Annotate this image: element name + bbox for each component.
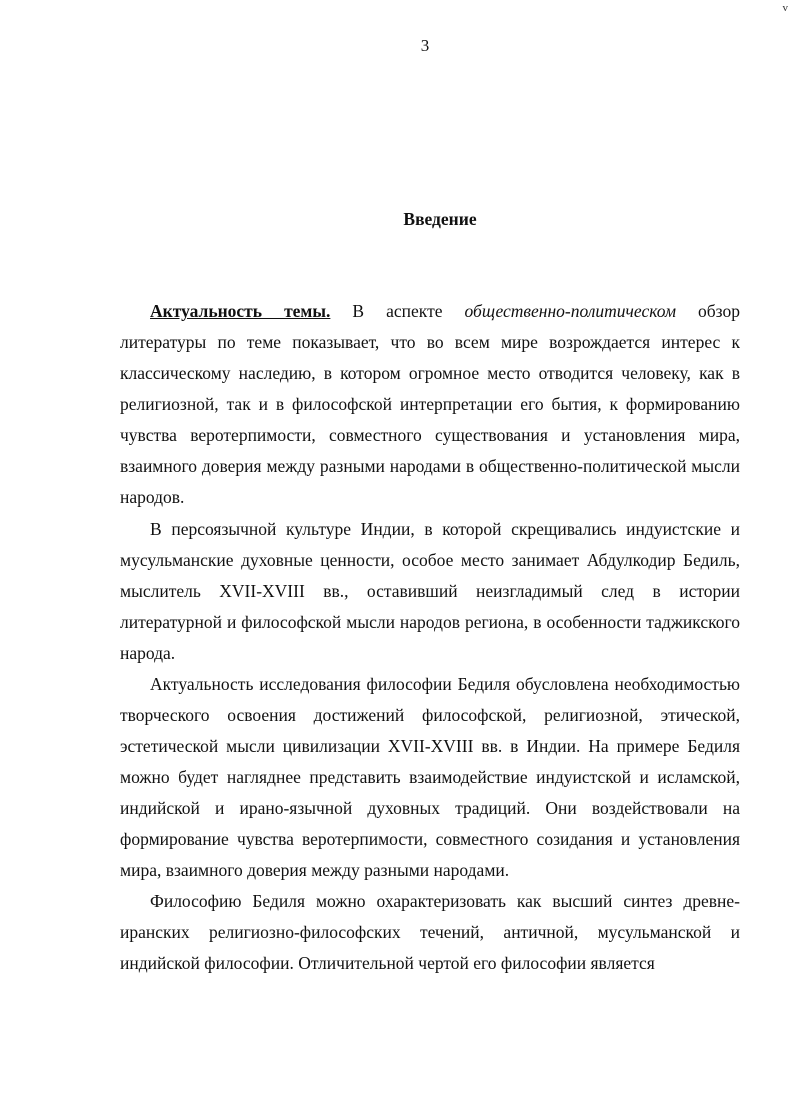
emphasis-text: общественно-политическом	[464, 301, 676, 321]
page-number: 3	[420, 36, 430, 55]
paragraph-text: обзор литературы по теме показывает, что во всем мире возрождается интерес к классическому наследию, в котором огромное место отводится человеку, как в религиозной, так и в философской интерпретации его бытия, к формированию чувства веротерпимости, совместного существования и установления мира, взаимного доверия между разными народами в общественно-политической мысли народов.	[120, 301, 740, 507]
paragraph-bedil-philosophy: Философию Бедиля можно охарактеризовать как высший синтез древне-иранских религиозно-философских течений, античной, мусульманской и индийской философии. Отличительной чертой его философии является	[120, 891, 740, 973]
section-heading: Введение	[403, 209, 477, 229]
paragraph-research-relevance: Актуальность исследования философии Бедиля обусловлена необходимостью творческого освоения достижений философской, религиозной, этической, эстетической мысли цивилизации XVII-XVIII вв. в Индии. На примере Бедиля можно будет нагляднее представить взаимодействие индуистской и исламской, индийской и ирано-язычной духовных традиций. Они воздействовали на формирование чувства веротерпимости, совместного созидания и установления мира, взаимного доверия между разными народами.	[120, 674, 740, 880]
paragraph-text: В аспекте	[330, 301, 465, 321]
paragraph-relevance	[120, 296, 740, 513]
corner-mark: v	[782, 2, 788, 14]
lead-phrase: Актуальность темы.	[150, 301, 331, 321]
paragraph-persian-culture: В персоязычной культуре Индии, в которой скрещивались индуистские и мусульманские духовные ценности, особое место занимает Абдулкодир Бедиль, мыслитель XVII-XVIII вв., оставивший неизгладимый след в истории литературной и философской мысли народов региона, в особенности таджикского народа.	[120, 519, 740, 663]
body-text	[120, 296, 740, 979]
